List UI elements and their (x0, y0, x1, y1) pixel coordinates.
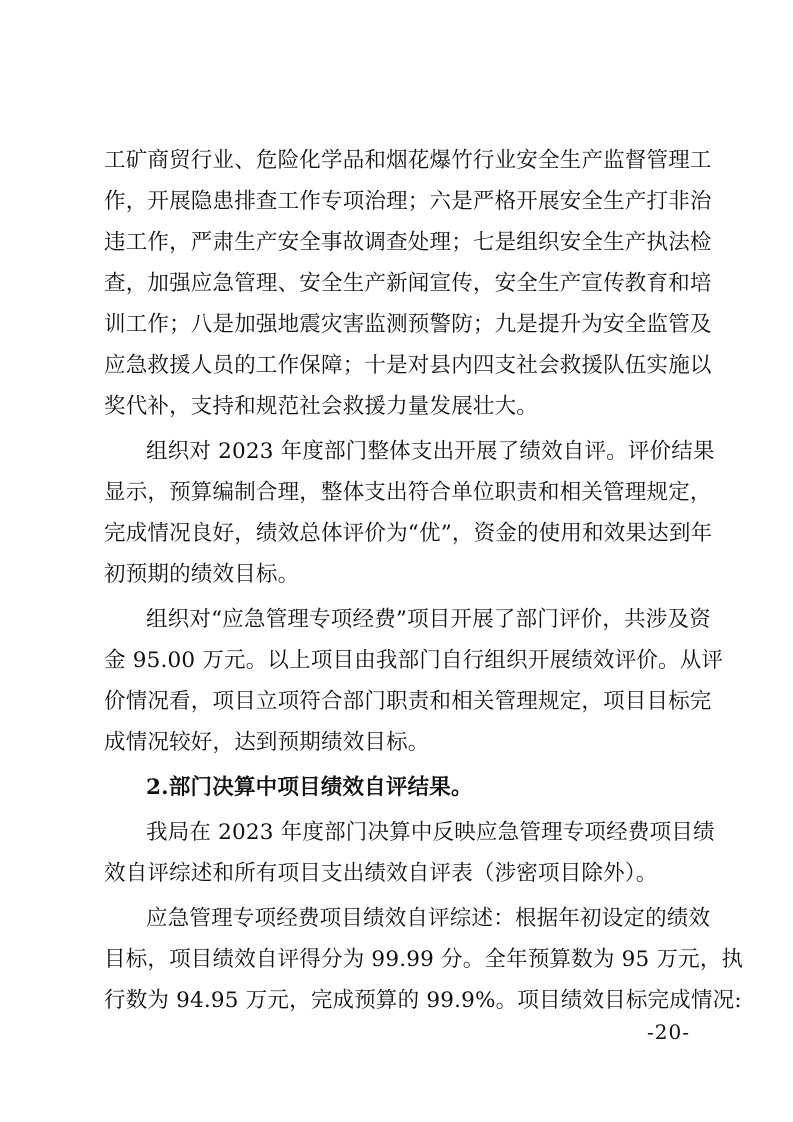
body-text-line: 组织对 2023 年度部门整体支出开展了绩效自评。评价结果 (146, 439, 715, 464)
body-text-line: 应急救援人员的工作保障；十是对县内四支社会救援队伍实施以 (104, 353, 712, 378)
body-text-line: 效自评综述和所有项目支出绩效自评表（涉密项目除外）。 (104, 861, 658, 886)
body-text-line: 工矿商贸行业、危险化学品和烟花爆竹行业安全生产监督管理工 (104, 148, 712, 173)
section-heading: 2.部门决算中项目绩效自评结果。 (146, 775, 473, 800)
body-text-line: 我局在 2023 年度部门决算中反映应急管理专项经费项目绩 (146, 820, 715, 845)
body-text-line: 奖代补，支持和规范社会救援力量发展壮大。 (104, 394, 539, 419)
body-text-line: 违工作，严肃生产安全事故调查处理；七是组织安全生产执法检 (104, 230, 712, 255)
body-text-line: 作，开展隐患排查工作专项治理；六是严格开展安全生产打非治 (104, 189, 712, 214)
body-text-line: 组织对“应急管理专项经费”项目开展了部门评价，共涉及资 (146, 607, 711, 632)
body-text-line: 查，加强应急管理、安全生产新闻宣传，安全生产宣传教育和培 (104, 271, 712, 296)
body-text-line: 目标，项目绩效自评得分为 99.99 分。全年预算数为 95 万元，执 (104, 947, 744, 972)
body-text-line: 行数为 94.95 万元，完成预算的 99.9%。项目绩效目标完成情况: (104, 988, 742, 1013)
body-text-line: 成情况较好，达到预期绩效目标。 (104, 730, 430, 755)
body-text-line: 完成情况良好，绩效总体评价为“优”，资金的使用和效果达到年 (104, 521, 713, 546)
body-text-line: 应急管理专项经费项目绩效自评综述：根据年初设定的绩效 (146, 906, 711, 931)
body-text-line: 价情况看，项目立项符合部门职责和相关管理规定，项目目标完 (104, 689, 712, 714)
page-number: -20- (647, 1020, 690, 1044)
body-text-line: 训工作；八是加强地震灾害监测预警防；九是提升为安全监管及 (104, 312, 712, 337)
body-text-line: 初预期的绩效目标。 (104, 562, 300, 587)
body-text-line: 金 95.00 万元。以上项目由我部门自行组织开展绩效评价。从评 (104, 648, 724, 673)
body-text-line: 显示，预算编制合理，整体支出符合单位职责和相关管理规定， (104, 480, 712, 505)
